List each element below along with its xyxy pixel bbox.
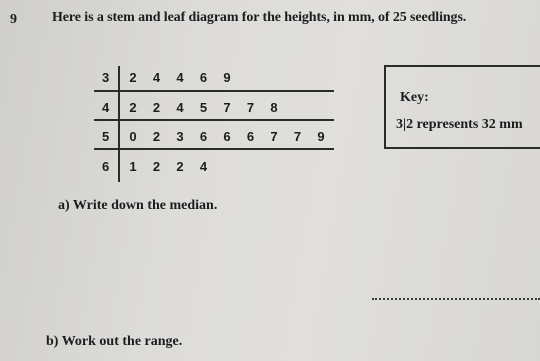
- leaf-value: 1: [129, 159, 137, 174]
- stem-and-leaf-diagram: [94, 66, 334, 184]
- stem-leaf-row: [94, 96, 334, 120]
- leaf-value: 9: [317, 129, 325, 144]
- leaf-value: 7: [223, 100, 231, 115]
- stem-leaf-row: [94, 66, 334, 90]
- leaf-value: 8: [270, 100, 278, 115]
- leaf-value: 9: [223, 70, 231, 85]
- leaf-value: 0: [129, 129, 137, 144]
- question-number: 9: [10, 12, 17, 27]
- stem-value: 6: [102, 159, 110, 174]
- stem-leaf-row: [94, 125, 334, 149]
- question-text: Here is a stem and leaf diagram for the heights, in mm, of 25 seedlings.: [52, 10, 467, 25]
- answer-line[interactable]: [372, 298, 540, 300]
- leaf-value: 7: [270, 129, 278, 144]
- leaf-value: 2: [129, 70, 137, 85]
- part-a-question: a) Write down the median.: [58, 198, 218, 213]
- leaf-value: 6: [246, 129, 255, 144]
- leaf-value: 6: [199, 70, 208, 85]
- leaf-value: 4: [152, 70, 161, 85]
- leaf-value: 5: [199, 100, 208, 115]
- part-b-question: b) Work out the range.: [46, 334, 183, 349]
- leaf-value: 7: [293, 129, 302, 144]
- leaf-value: 2: [176, 159, 184, 174]
- leaf-value: 4: [176, 70, 184, 85]
- stem-value: 5: [102, 129, 110, 144]
- row-divider-line: [94, 90, 334, 92]
- leaf-value: 4: [199, 159, 208, 174]
- leaf-value: 4: [176, 100, 184, 115]
- leaf-value: 2: [129, 100, 137, 115]
- key-description: 3|2 represents 32 mm: [396, 117, 523, 132]
- leaf-value: 2: [152, 129, 161, 144]
- row-divider-line: [94, 119, 334, 121]
- key-title: Key:: [400, 90, 429, 105]
- stem-value: 4: [102, 100, 110, 115]
- stem-value: 3: [102, 70, 110, 85]
- leaf-value: 7: [246, 100, 255, 115]
- leaf-value: 2: [152, 159, 161, 174]
- leaf-value: 6: [223, 129, 231, 144]
- leaf-value: 6: [199, 129, 208, 144]
- stem-leaf-row: [94, 155, 334, 179]
- leaf-value: 3: [176, 129, 184, 144]
- key-box: [384, 65, 540, 149]
- leaf-value: 2: [152, 100, 161, 115]
- row-divider-line: [94, 148, 334, 150]
